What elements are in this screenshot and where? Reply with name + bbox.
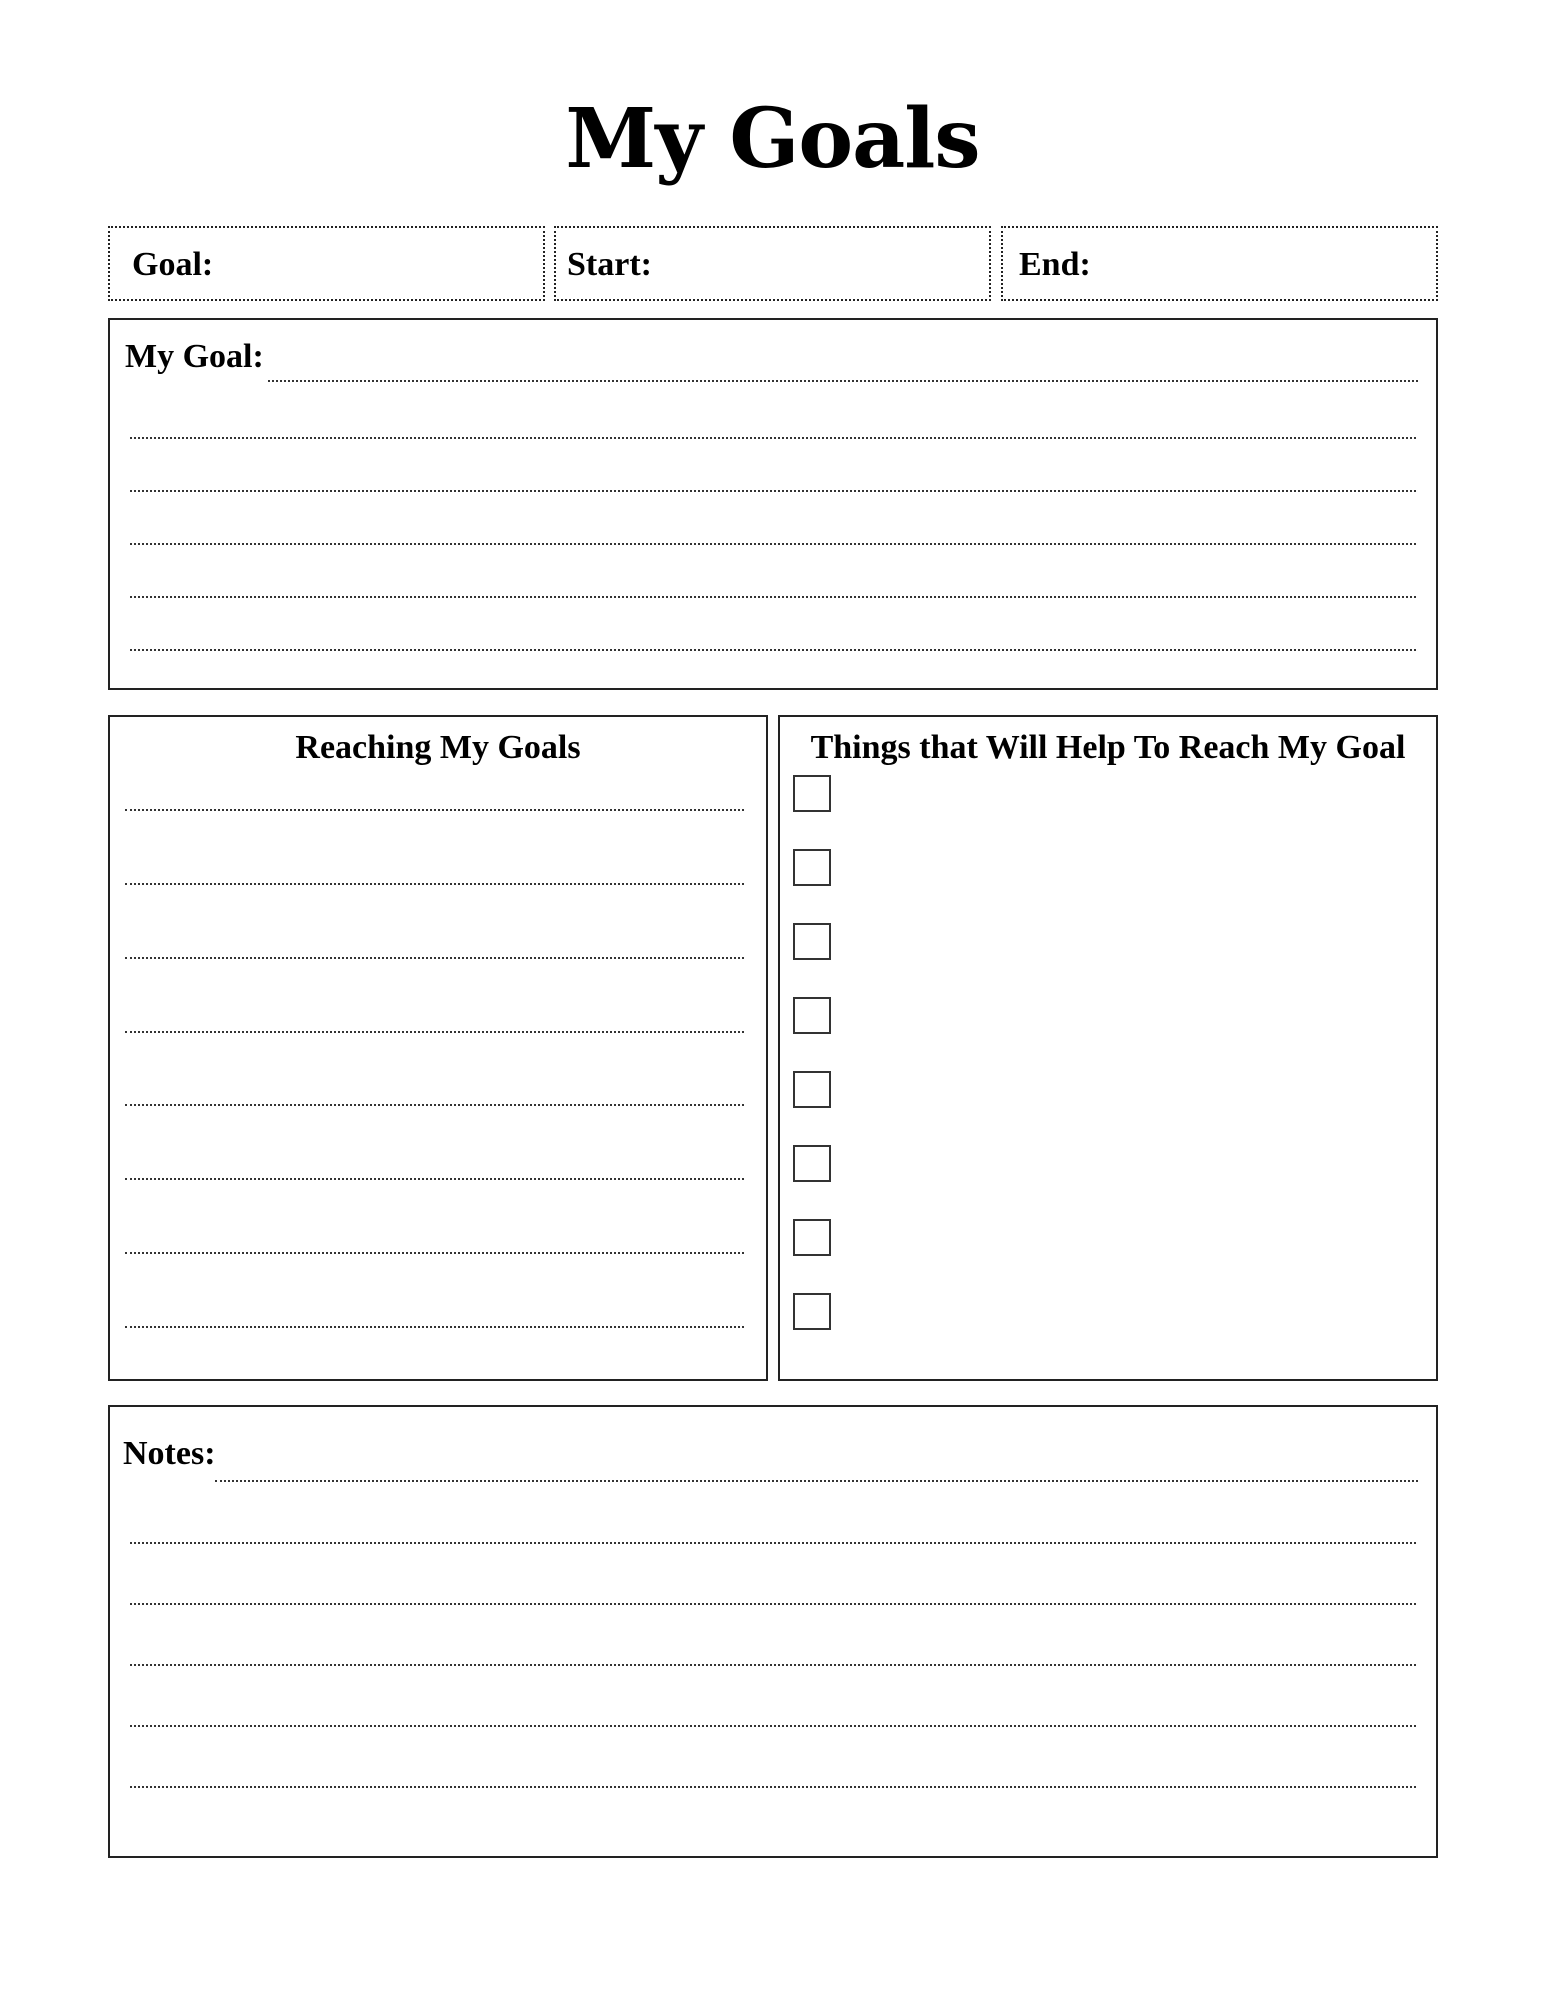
notes-line[interactable]: [130, 1725, 1416, 1727]
my-goal-line[interactable]: [130, 649, 1416, 651]
my-goal-panel: [108, 318, 1438, 690]
helpers-title: Things that Will Help To Reach My Goal: [810, 729, 1406, 766]
notes-line[interactable]: [215, 1480, 1418, 1482]
reaching-line[interactable]: [125, 1252, 744, 1254]
notes-label: Notes:: [123, 1435, 216, 1472]
helper-checkbox[interactable]: [793, 775, 831, 812]
reaching-line[interactable]: [125, 1178, 744, 1180]
helper-checkbox[interactable]: [793, 923, 831, 960]
reaching-line[interactable]: [125, 957, 744, 959]
reaching-line[interactable]: [125, 883, 744, 885]
notes-line[interactable]: [130, 1542, 1416, 1544]
my-goal-label: My Goal:: [125, 338, 264, 375]
reaching-goals-panel: [108, 715, 768, 1381]
notes-panel: [108, 1405, 1438, 1858]
helper-checkbox[interactable]: [793, 1145, 831, 1182]
start-field[interactable]: [554, 226, 991, 301]
reaching-line[interactable]: [125, 1104, 744, 1106]
notes-line[interactable]: [130, 1664, 1416, 1666]
my-goal-line[interactable]: [268, 380, 1418, 382]
page-title: My Goals: [565, 91, 980, 187]
my-goal-line[interactable]: [130, 543, 1416, 545]
end-field-label: End:: [1019, 246, 1091, 283]
goal-field-label: Goal:: [132, 246, 214, 283]
end-field[interactable]: [1001, 226, 1438, 301]
start-field-label: Start:: [567, 246, 652, 283]
notes-line[interactable]: [130, 1603, 1416, 1605]
reaching-line[interactable]: [125, 1326, 744, 1328]
goal-field[interactable]: [108, 226, 545, 301]
helper-checkbox[interactable]: [793, 1219, 831, 1256]
reaching-goals-title: Reaching My Goals: [295, 729, 581, 766]
reaching-line[interactable]: [125, 1031, 744, 1033]
helper-checkbox[interactable]: [793, 1071, 831, 1108]
my-goal-line[interactable]: [130, 490, 1416, 492]
reaching-line[interactable]: [125, 809, 744, 811]
helper-checkbox[interactable]: [793, 849, 831, 886]
notes-line[interactable]: [130, 1786, 1416, 1788]
helpers-panel: [778, 715, 1438, 1381]
helper-checkbox[interactable]: [793, 997, 831, 1034]
helper-checkbox[interactable]: [793, 1293, 831, 1330]
my-goal-line[interactable]: [130, 437, 1416, 439]
my-goal-line[interactable]: [130, 596, 1416, 598]
